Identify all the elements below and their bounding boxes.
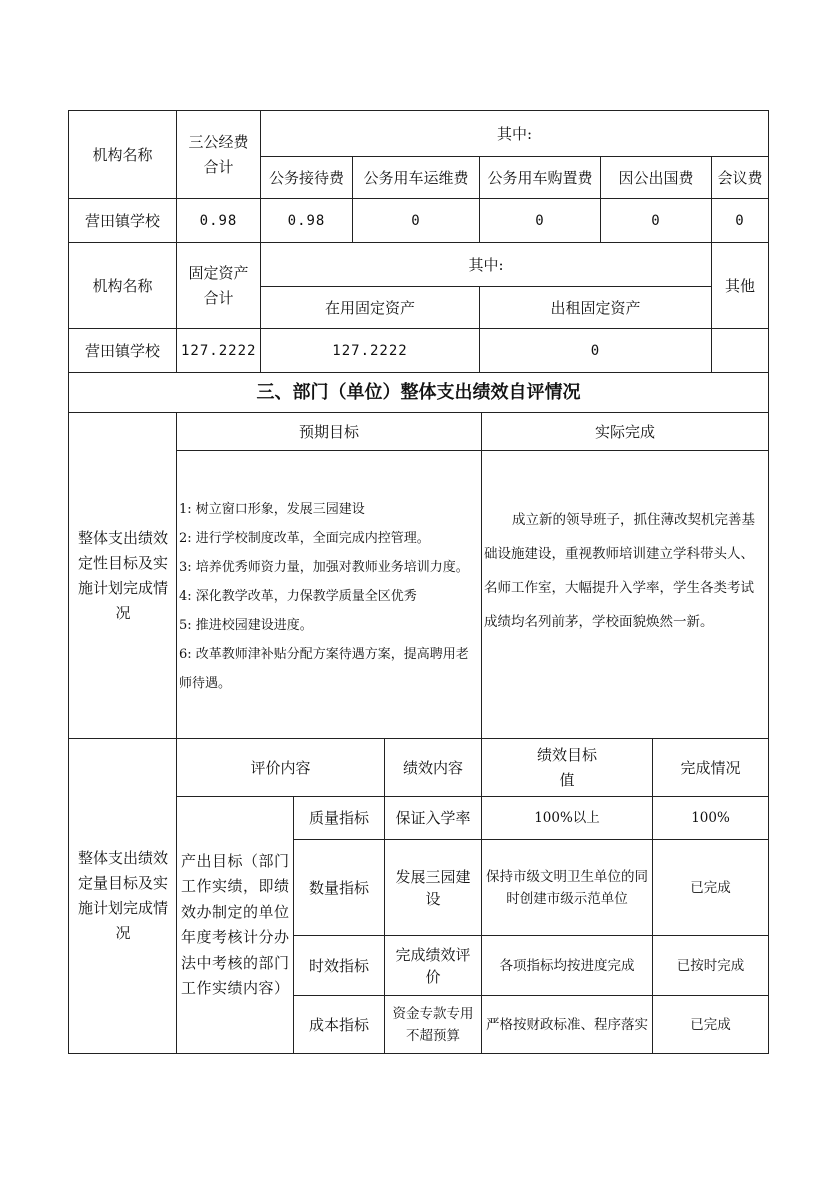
- vehicle-run-header: 公务用车运维费: [353, 157, 480, 199]
- target-value-header-text: 绩效目标值: [537, 745, 598, 789]
- in-use-assets-header: 在用固定资产: [261, 287, 480, 329]
- vehicle-buy-header: 公务用车购置费: [480, 157, 601, 199]
- performance-self-eval-table: [68, 372, 769, 1054]
- vehicle-buy-cell: 0: [480, 199, 601, 243]
- quantity-status: 已完成: [653, 840, 769, 936]
- timeliness-status: 已按时完成: [653, 936, 769, 996]
- actual-completion-text: 成立新的领导班子，抓住薄改契机完善基础设施建设，重视教师培训建立学科带头人、名师工作室，大幅提升入学率，学生各类考试成绩均名列前茅，学校面貌焕然一新。: [484, 512, 755, 630]
- fixed-total-header: [177, 243, 261, 329]
- goal-item-2: 2: 进行学校制度改革，全面完成内控管理。: [179, 531, 430, 546]
- reception-cell: 0.98: [261, 199, 353, 243]
- actual-completion-header: 实际完成: [482, 413, 769, 451]
- expected-goals-cell: [177, 451, 482, 739]
- of-which-header-2: 其中:: [261, 243, 712, 287]
- goal-item-4: 4: 深化教学改革，力保教学质量全区优秀: [179, 589, 417, 604]
- fixed-assets-table: [68, 242, 769, 373]
- org-name-header: 机构名称: [69, 111, 177, 199]
- org-name-header-2: 机构名称: [69, 243, 177, 329]
- leased-assets-cell: 0: [480, 329, 712, 373]
- actual-completion-cell: [482, 451, 769, 739]
- of-which-header: 其中:: [261, 111, 769, 157]
- leased-assets-header: 出租固定资产: [480, 287, 712, 329]
- output-goal-label: 产出目标（部门工作实绩，即绩效办制定的单位年度考核计分办法中考核的部门工作实绩内容）: [177, 797, 294, 1054]
- goal-item-1: 1: 树立窗口形象，发展三园建设: [179, 502, 365, 517]
- quantitative-label: [69, 739, 177, 1054]
- meeting-cell: 0: [712, 199, 769, 243]
- abroad-header: 因公出国费: [601, 157, 712, 199]
- goal-item-3: 3: 培养优秀师资力量，加强对教师业务培训力度。: [179, 560, 469, 575]
- timeliness-indicator: 时效指标: [294, 936, 385, 996]
- cost-status: 已完成: [653, 996, 769, 1054]
- section-title: 三、部门（单位）整体支出绩效自评情况: [69, 373, 769, 413]
- goal-item-5: 5: 推进校园建设进度。: [179, 618, 313, 633]
- qualitative-label-text: 整体支出绩效定性目标及实施计划完成情况: [77, 528, 168, 622]
- quantity-target: 保持市级文明卫生单位的同时创建市级示范单位: [482, 840, 653, 936]
- total-header-text: 三公经费合计: [188, 132, 249, 176]
- target-value-header: [482, 739, 653, 797]
- quality-status: 100%: [653, 797, 769, 840]
- quantity-indicator: 数量指标: [294, 840, 385, 936]
- fixed-total-cell: 127.2222: [177, 329, 261, 373]
- quantity-content: 发展三园建设: [385, 840, 482, 936]
- vehicle-run-cell: 0: [353, 199, 480, 243]
- fixed-total-header-text: 固定资产合计: [188, 263, 249, 307]
- qualitative-label: [69, 413, 177, 739]
- report-page: [68, 110, 768, 1054]
- cost-target: 严格按财政标准、程序落实: [482, 996, 653, 1054]
- quality-target: 100%以上: [482, 797, 653, 840]
- other-cell: [712, 329, 769, 373]
- other-header: 其他: [712, 243, 769, 329]
- quality-content: 保证入学率: [385, 797, 482, 840]
- quality-indicator: 质量指标: [294, 797, 385, 840]
- org-name-cell-2: 营田镇学校: [69, 329, 177, 373]
- meeting-header: 会议费: [712, 157, 769, 199]
- expected-goals-header: 预期目标: [177, 413, 482, 451]
- goal-item-6: 6: 改革教师津补贴分配方案待遇方案，提高聘用老师待遇。: [179, 647, 469, 691]
- cost-indicator: 成本指标: [294, 996, 385, 1054]
- reception-header: 公务接待费: [261, 157, 353, 199]
- eval-content-header: 评价内容: [177, 739, 385, 797]
- quantitative-label-text: 整体支出绩效定量目标及实施计划完成情况: [77, 849, 168, 942]
- three-public-expenses-table: [68, 110, 769, 243]
- total-cell: 0.98: [177, 199, 261, 243]
- org-name-cell: 营田镇学校: [69, 199, 177, 243]
- abroad-cell: 0: [601, 199, 712, 243]
- in-use-assets-cell: 127.2222: [261, 329, 480, 373]
- perf-content-header-cell: 绩效内容: [385, 739, 482, 797]
- total-header: [177, 111, 261, 199]
- timeliness-content: 完成绩效评价: [385, 936, 482, 996]
- timeliness-target: 各项指标均按进度完成: [482, 936, 653, 996]
- status-header: 完成情况: [653, 739, 769, 797]
- cost-content: 资金专款专用不超预算: [385, 996, 482, 1054]
